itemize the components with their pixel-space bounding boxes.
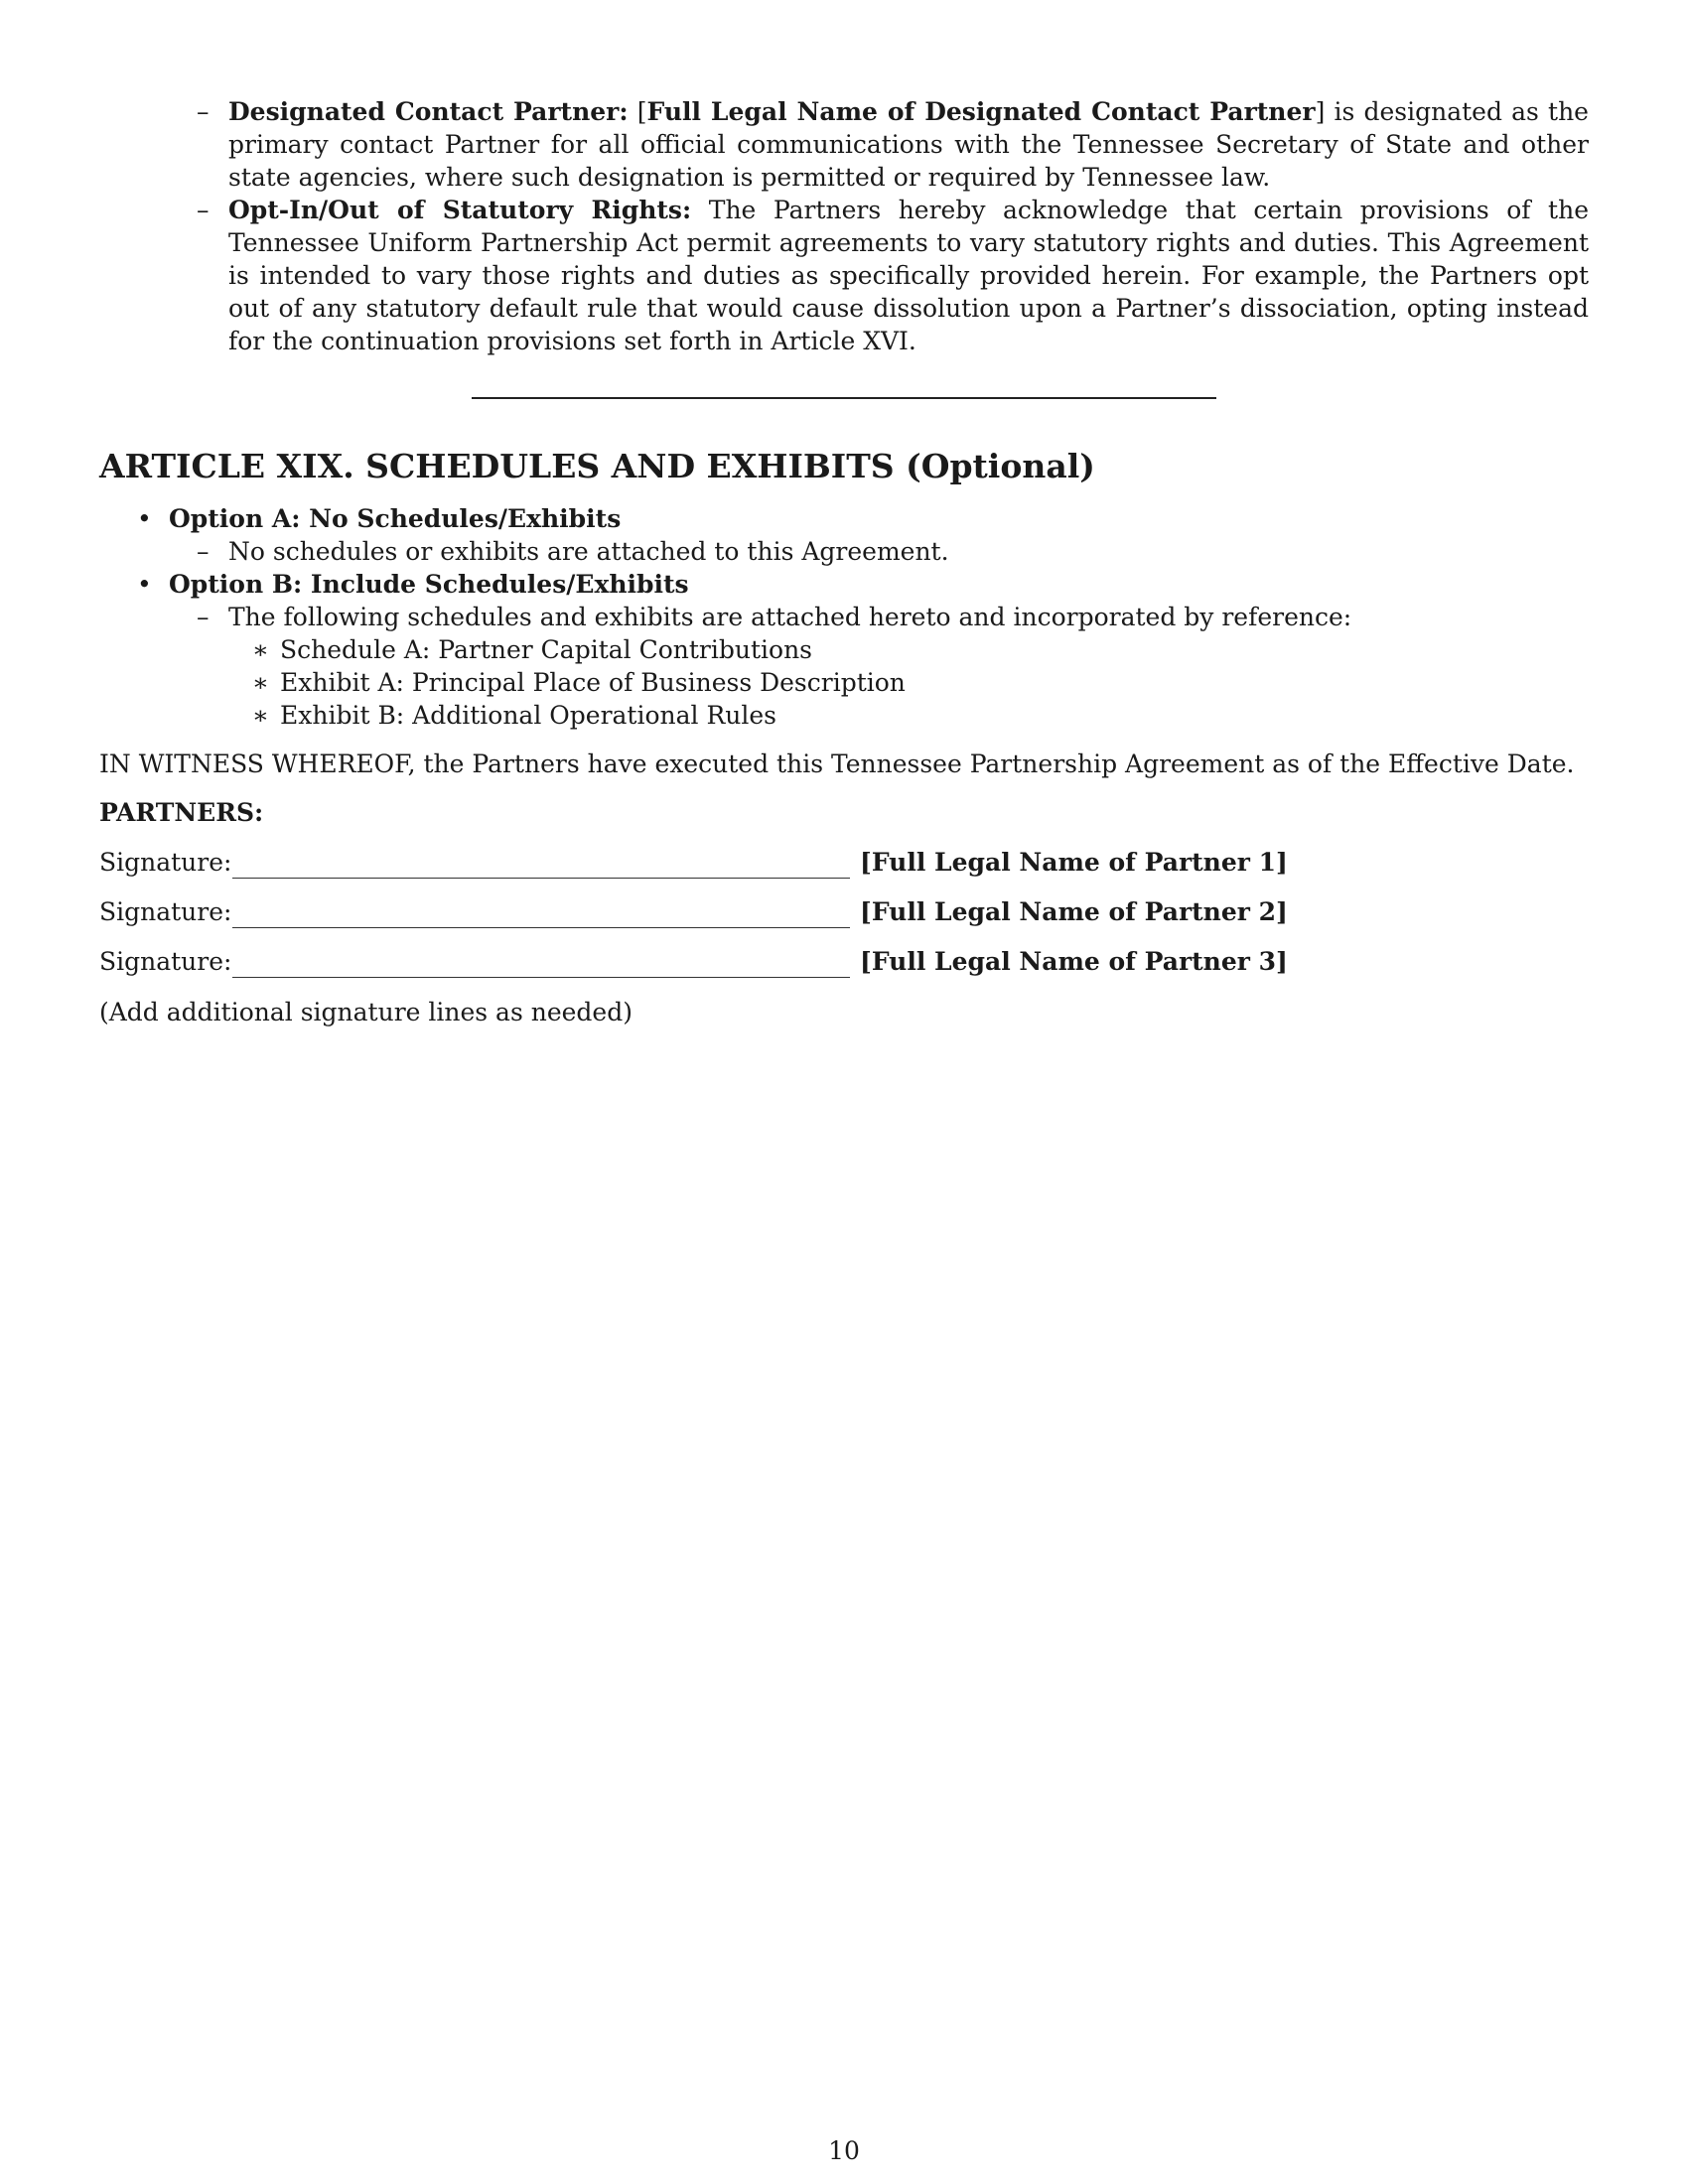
- schedule-list-item: [99, 699, 1589, 732]
- signature-row-3: [99, 946, 1589, 978]
- signature-line[interactable]: [232, 951, 850, 978]
- option-b-text: The following schedules and exhibits are attached hereto and incorporated by reference:: [228, 603, 1352, 631]
- document-page: [99, 95, 1589, 1028]
- option-a-sub-item: [99, 535, 1589, 568]
- exhibit-b-text: Exhibit B: Additional Operational Rules: [280, 701, 777, 730]
- star-marker: ∗: [252, 701, 269, 730]
- partner-name: [Full Legal Name of Partner 3]: [860, 947, 1288, 976]
- partner-name: [Full Legal Name of Partner 1]: [860, 848, 1288, 877]
- partners-heading: PARTNERS:: [99, 798, 264, 827]
- bracket-open: [: [636, 97, 647, 126]
- designated-contact-item: [99, 95, 1589, 194]
- schedule-a-text: Schedule A: Partner Capital Contributions: [280, 635, 813, 664]
- item-text: The Partners hereby acknowledge that certain provisions of the Tennessee Uniform Partnership Act permit agreements to vary statutory rights and duties. This Agreement is intended to vary those rights and duties as specifically provided herein. For example, the Partners opt out of any statutory default rule that would cause dissolution upon a Partner’s dissociation, opting instead for the continuation provisions set forth in Article XVI.: [228, 196, 1589, 355]
- option-b-label: Option B: Include Schedules/Exhibits: [169, 570, 689, 599]
- signature-label: Signature:: [99, 897, 232, 926]
- exhibit-a-text: Exhibit A: Principal Place of Business Description: [280, 668, 906, 697]
- signature-label: Signature:: [99, 848, 232, 877]
- star-marker: ∗: [252, 668, 269, 697]
- item-label: Designated Contact Partner:: [228, 97, 629, 126]
- dash-marker: –: [197, 196, 210, 224]
- schedule-list-item: [99, 666, 1589, 699]
- signature-row-1: [99, 847, 1589, 879]
- signature-note: (Add additional signature lines as needed): [99, 998, 633, 1026]
- statutory-rights-item: [99, 194, 1589, 357]
- dash-marker: –: [197, 97, 210, 126]
- item-text: is designated as the primary contact Partner for all official communications with the Tennessee Secretary of State and other state agencies, where such designation is permitted or required by Tennessee law.: [228, 97, 1589, 192]
- signature-line[interactable]: [232, 852, 850, 879]
- option-b-item: [99, 568, 1589, 601]
- bracket-close: ]: [1315, 97, 1326, 126]
- item-label: Opt-In/Out of Statutory Rights:: [228, 196, 692, 224]
- dash-marker: –: [197, 537, 210, 566]
- star-marker: ∗: [252, 635, 269, 664]
- signature-line[interactable]: [232, 901, 850, 928]
- designated-contact-name: Full Legal Name of Designated Contact Partner: [646, 97, 1316, 126]
- page-number: 10: [828, 2136, 860, 2165]
- bullet-marker: •: [137, 504, 152, 533]
- option-b-sub-item: [99, 601, 1589, 633]
- article-title: ARTICLE XIX. SCHEDULES AND EXHIBITS (Optional): [99, 447, 1095, 485]
- option-a-label: Option A: No Schedules/Exhibits: [169, 504, 622, 533]
- signature-label: Signature:: [99, 947, 232, 976]
- dash-marker: –: [197, 603, 210, 631]
- witness-paragraph: IN WITNESS WHEREOF, the Partners have executed this Tennessee Partnership Agreement as of the Effective Date.: [99, 750, 1575, 778]
- option-a-text: No schedules or exhibits are attached to this Agreement.: [228, 537, 949, 566]
- bullet-marker: •: [137, 570, 152, 599]
- section-divider: [472, 397, 1216, 399]
- partner-name: [Full Legal Name of Partner 2]: [860, 897, 1288, 926]
- option-a-item: [99, 502, 1589, 535]
- schedule-list-item: [99, 633, 1589, 666]
- signature-row-2: [99, 896, 1589, 928]
